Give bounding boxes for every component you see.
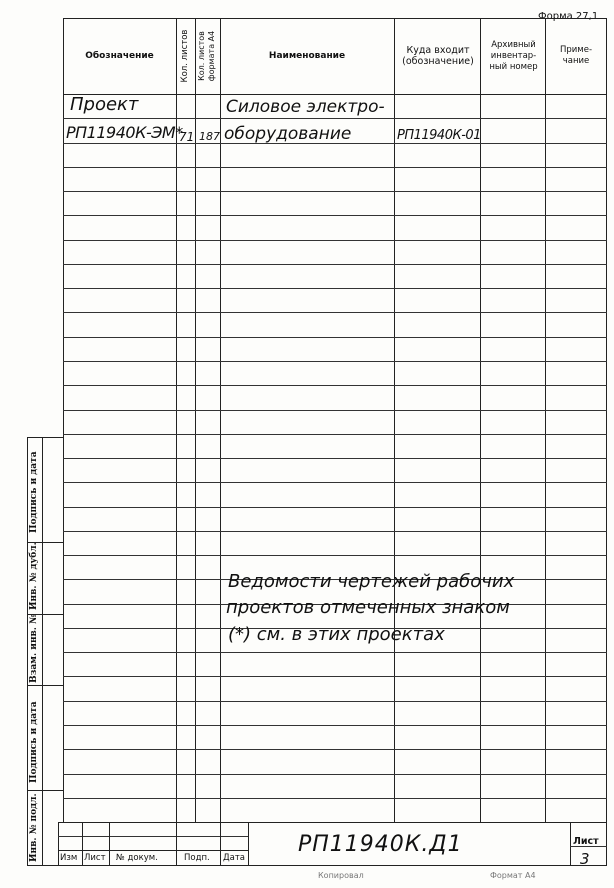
- side-label-sign-date-1: Подпись и дата: [29, 451, 39, 533]
- table-row-line: [63, 361, 607, 362]
- note-line-1: Ведомости чертежей рабочих: [228, 571, 515, 592]
- entry-sheets-2: 71: [179, 130, 195, 144]
- stamp-sheet-number: 3: [580, 850, 590, 868]
- table-row-line: [63, 652, 607, 653]
- table-row-line: [63, 458, 607, 459]
- stamp-col-line: [248, 822, 249, 866]
- table-row-line: [63, 482, 607, 483]
- table-row-line: [63, 725, 607, 726]
- header-note: Приме-чание: [559, 45, 593, 66]
- header-name: Наименование: [268, 50, 346, 61]
- header-designation: Обозначение: [85, 50, 154, 61]
- stamp-col-line: [82, 822, 83, 866]
- table-row-line: [63, 264, 607, 265]
- header-sheet-count: Кол. листов: [180, 29, 190, 83]
- table-row-line: [63, 167, 607, 168]
- header-a4-count: Кол. листов формата А4: [197, 30, 216, 82]
- footer-format: Формат А4: [490, 871, 536, 880]
- table-row-line: [63, 118, 607, 119]
- note-line-2: проектов отмеченных знаком: [226, 597, 510, 618]
- side-divider: [27, 790, 63, 791]
- table-row-line: [63, 531, 607, 532]
- footer-copied: Копировал: [318, 871, 364, 880]
- table-row-line: [63, 434, 607, 435]
- table-row-line: [63, 191, 607, 192]
- stamp-col-line: [220, 822, 221, 866]
- table-row-line: [63, 676, 607, 677]
- stamp-col-sign: Подп.: [184, 853, 210, 863]
- col-line: [220, 18, 221, 823]
- stamp-col-line: [109, 822, 110, 866]
- stamp-col-doc: № докум.: [116, 853, 158, 863]
- side-inner-line: [42, 437, 43, 866]
- table-row-line: [63, 798, 607, 799]
- entry-name-2: оборудование: [224, 124, 352, 144]
- table-row-line: [63, 774, 607, 775]
- entry-designation-2: РП11940К-ЭМ*: [66, 123, 183, 142]
- entry-a4-2: 187: [199, 130, 220, 143]
- side-divider: [27, 685, 63, 686]
- table-row-line: [63, 240, 607, 241]
- stamp-col-line: [570, 822, 571, 866]
- table-row-line: [63, 507, 607, 508]
- side-label-inv-dubl: Инв. № дубл.: [29, 542, 39, 610]
- side-label-vzam-inv: Взам. инв. №: [29, 614, 39, 683]
- stamp-col-izm: Изм: [60, 853, 78, 863]
- table-row-line: [63, 749, 607, 750]
- table-row-line: [63, 215, 607, 216]
- table-row-line: [63, 701, 607, 702]
- header-rule: [63, 94, 607, 95]
- stamp-col-date: Дата: [223, 853, 246, 863]
- note-line-3: (*) см. в этих проектах: [228, 624, 445, 645]
- col-line: [394, 18, 395, 823]
- entry-where-2: РП11940К-01: [397, 128, 481, 143]
- col-line: [545, 18, 546, 823]
- entry-name-1: Силовое электро-: [226, 97, 385, 117]
- stamp-col-list: Лист: [84, 853, 106, 863]
- table-row-line: [63, 312, 607, 313]
- side-label-inv-podl: Инв. № подл.: [29, 793, 39, 862]
- stamp-sheet-label: Лист: [573, 836, 599, 847]
- table-row-line: [63, 410, 607, 411]
- stamp-code: РП11940К.Д1: [298, 832, 463, 857]
- form-label: Форма 27,1: [538, 11, 599, 22]
- table-row-line: [63, 385, 607, 386]
- table-row-line: [63, 288, 607, 289]
- stamp-col-line: [176, 822, 177, 866]
- header-archive: Архивный инвентар-ный номер: [489, 39, 538, 72]
- table-row-line: [63, 555, 607, 556]
- entry-designation-1: Проект: [70, 94, 139, 115]
- table-row-line: [63, 337, 607, 338]
- header-where-used: Куда входит (обозначение): [402, 45, 474, 67]
- col-line: [195, 18, 196, 823]
- side-label-sign-date-2: Подпись и дата: [29, 701, 39, 783]
